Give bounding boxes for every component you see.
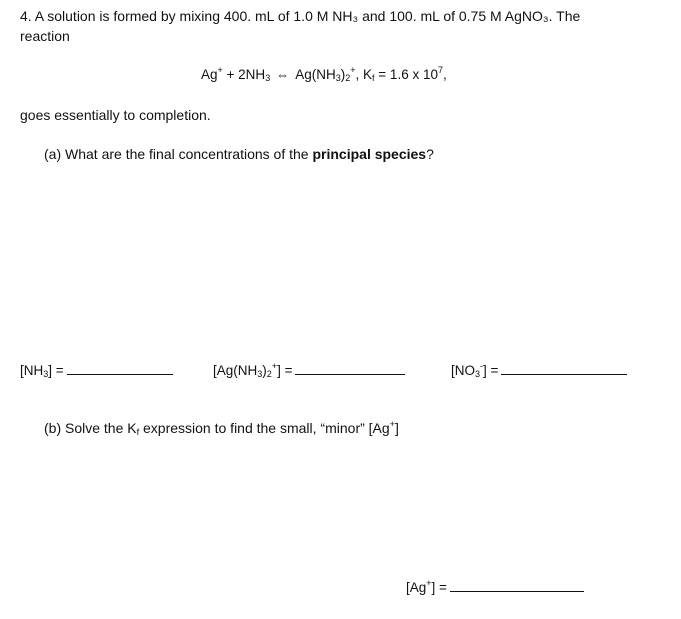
complex-sub3: 3	[257, 369, 263, 379]
equilibrium-arrow-icon: ⇔	[276, 67, 290, 82]
part-b-suffix: ]	[394, 420, 399, 436]
eq-product-sub2: 2	[345, 73, 351, 83]
eq-reactant-ag: Ag	[201, 67, 218, 82]
answer-ag	[406, 578, 584, 595]
complex-sub2: 2	[266, 369, 272, 379]
nh3-label-open: [NH	[20, 363, 44, 378]
complex-close: ] =	[277, 363, 293, 378]
completion-text: goes essentially to completion.	[20, 107, 211, 123]
eq-end: ,	[442, 67, 447, 82]
part-a-question	[44, 146, 434, 162]
ag-charge: +	[426, 578, 432, 588]
answer-nh3	[20, 361, 173, 378]
reaction-equation	[201, 67, 447, 82]
problem-intro-line1: 4. A solution is formed by mixing 400. mL of 1.0 M NH₃ and 100. mL of 0.75 M AgNO₃. The	[20, 8, 581, 24]
complex-answer-blank[interactable]	[295, 361, 405, 375]
ag-answer-blank[interactable]	[450, 578, 584, 592]
eq-ag-charge: +	[217, 65, 223, 75]
answer-complex	[213, 361, 405, 378]
problem-intro-line2: reaction	[20, 28, 70, 44]
ag-close: ] =	[431, 580, 447, 595]
no3-open: [NO	[451, 363, 476, 378]
eq-product-charge: +	[350, 65, 356, 75]
complex-open: [Ag(NH	[213, 363, 258, 378]
no3-charge: -	[480, 361, 484, 371]
no3-close: ] =	[483, 363, 499, 378]
nh3-label-close: ] =	[48, 363, 64, 378]
eq-product-prefix: Ag(NH	[295, 67, 336, 82]
nh3-answer-blank[interactable]	[67, 361, 173, 375]
part-a-suffix: ?	[426, 146, 434, 162]
part-b-middle: expression to find the small, “minor” [Ag	[139, 420, 390, 436]
no3-sub: 3	[475, 369, 481, 379]
eq-nh3-sub: 3	[265, 73, 271, 83]
part-b-kf-sub: f	[136, 427, 140, 437]
eq-product-close: )	[340, 67, 346, 82]
nh3-label-sub: 3	[43, 369, 49, 379]
eq-kf-label: , K	[355, 67, 373, 82]
part-a-bold: principal species	[312, 146, 427, 162]
complex-mid: )	[262, 363, 267, 378]
eq-kf-value: = 1.6 x 10	[374, 67, 438, 82]
no3-answer-blank[interactable]	[501, 361, 627, 375]
part-a-prefix: (a) What are the final concentrations of the	[44, 146, 313, 162]
eq-kf-exp: 7	[437, 65, 443, 75]
part-b-charge: +	[389, 419, 395, 429]
part-b-question	[44, 420, 399, 436]
ag-open: [Ag	[406, 580, 427, 595]
eq-product-sub3: 3	[335, 73, 341, 83]
eq-kf-sub: f	[372, 73, 375, 83]
complex-charge: +	[271, 361, 278, 371]
part-b-prefix: (b) Solve the K	[44, 420, 137, 436]
eq-plus-nh3: + 2NH	[222, 67, 266, 82]
answer-no3	[451, 361, 627, 378]
